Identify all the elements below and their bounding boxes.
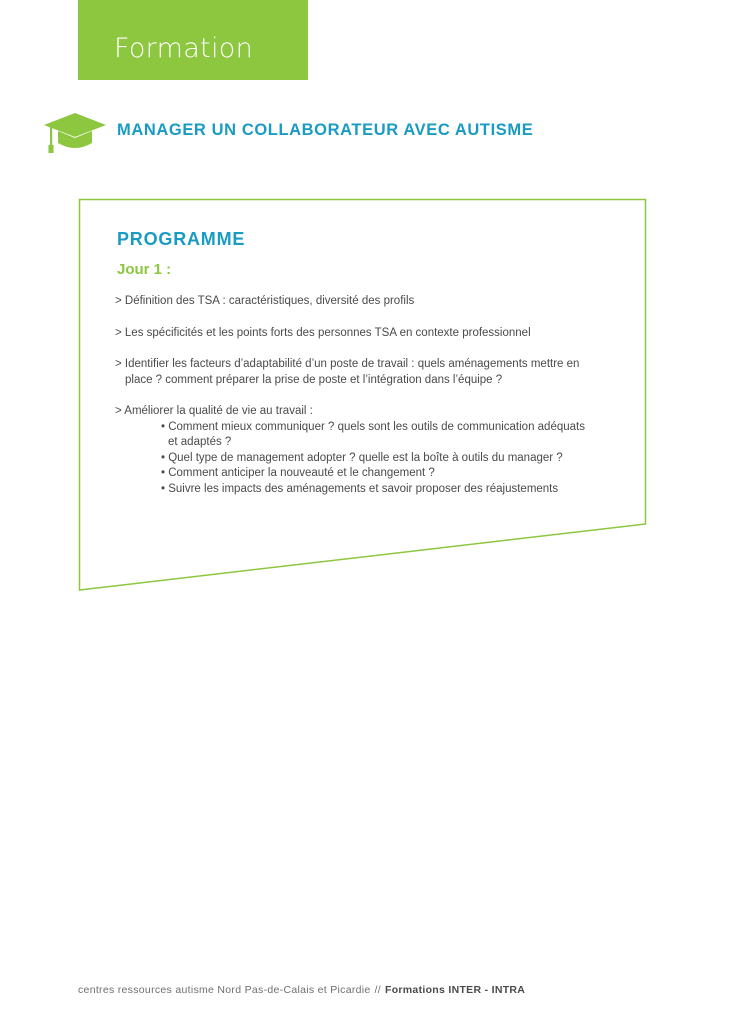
day-heading: Jour 1 : [117, 261, 172, 278]
footer-organization: centres ressources autisme Nord Pas-de-Calais et Picardie [78, 984, 371, 996]
footer-separator: // [374, 984, 381, 996]
programme-sub-item: • Comment mieux communiquer ? quels sont les outils de communication adéquats et adaptés ? [161, 420, 585, 448]
programme-item: > Les spécificités et les points forts des personnes TSA en contexte professionnel [115, 326, 531, 339]
footer-formations: Formations INTER - INTRA [384, 984, 526, 996]
programme-item: > Définition des TSA : caractéristiques, diversité des profils [115, 295, 415, 307]
course-title: MANAGER UN COLLABORATEUR AVEC AUTISME [117, 121, 534, 139]
programme-sub-list [115, 420, 595, 498]
programme-item: > Améliorer la qualité de vie au travail : [115, 405, 313, 417]
programme-item: > Identifier les facteurs d’adaptabilité d’un poste de travail : quels aménagements mettre en place ? comment préparer la prise de poste et l’intégration dans l’équipe ? [115, 358, 580, 386]
programme-sub-item: • Quel type de management adopter ? quelle est la boîte à outils du manager ? [161, 451, 563, 464]
programme-sub-item: • Suivre les impacts des aménagements et savoir proposer des réajustements [161, 482, 559, 495]
section-tab-label: Formation [114, 33, 253, 64]
footer [78, 984, 525, 996]
programme-sub-item: • Comment anticiper la nouveauté et le changement ? [161, 467, 435, 479]
programme-list [115, 294, 595, 497]
programme-heading: PROGRAMME [117, 229, 246, 249]
